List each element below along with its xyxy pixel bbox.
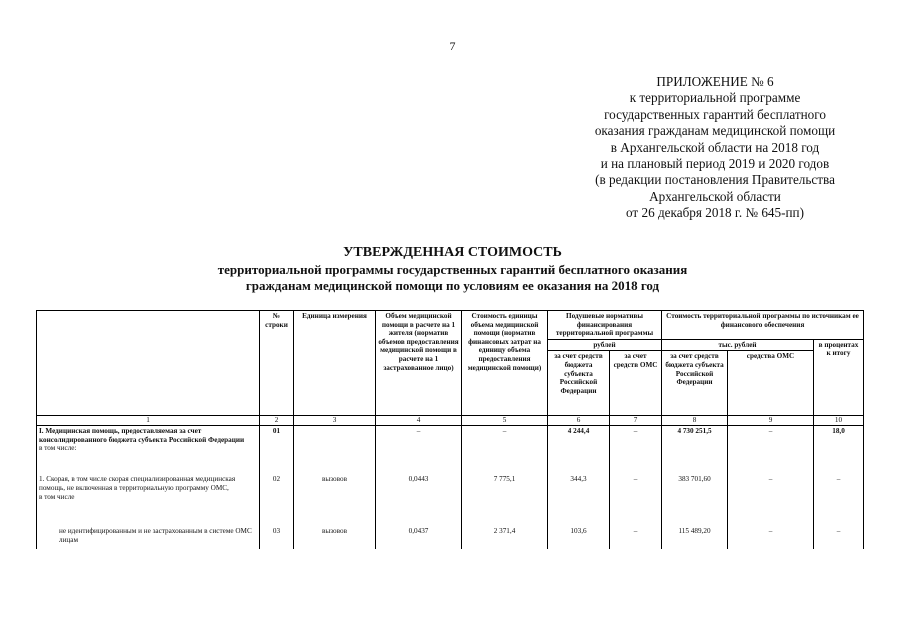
table-row bbox=[37, 425, 864, 467]
row-number: 01 bbox=[260, 425, 294, 467]
row-number: 03 bbox=[260, 519, 294, 549]
row-percent: 18,0 bbox=[814, 425, 864, 467]
appendix-line: государственных гарантий бесплатного bbox=[604, 106, 826, 122]
row-sub: в том числе: bbox=[39, 444, 77, 453]
row-name-cell bbox=[37, 425, 260, 467]
row-unit: вызовов bbox=[294, 467, 376, 519]
header-per-capita-oms: за счет средств ОМС bbox=[610, 351, 662, 416]
header-per-capita-unit: рублей bbox=[548, 339, 662, 351]
row-per-capita-oms: – bbox=[610, 519, 662, 549]
row-total-oms: – bbox=[728, 425, 814, 467]
row-sub: в том числе bbox=[39, 492, 75, 501]
column-number: 9 bbox=[728, 416, 814, 426]
appendix-line: оказания гражданам медицинской помощи bbox=[594, 123, 836, 139]
row-name: I. Медицинская помощь, предоставляемая за счет консолидированного бюджета субъекта Российской Федерации bbox=[39, 426, 245, 444]
page-number: 7 bbox=[449, 39, 456, 53]
row-cost: – bbox=[462, 425, 548, 467]
row-per-capita-budget: 344,3 bbox=[548, 467, 610, 519]
appendix-line: в Архангельской области на 2018 год bbox=[610, 139, 820, 155]
row-per-capita-budget: 4 244,4 bbox=[548, 425, 610, 467]
header-total-oms: средства ОМС bbox=[728, 351, 814, 416]
header-total-unit: тыс. рублей bbox=[662, 339, 814, 351]
row-name-cell bbox=[37, 467, 260, 519]
header-percent: в процентах к итогу bbox=[814, 339, 864, 416]
row-unit: вызовов bbox=[294, 519, 376, 549]
header-per-capita: Подушевые нормативы финансирования территориальной программы bbox=[548, 311, 662, 340]
header-unit: Единица измерения bbox=[294, 311, 376, 416]
row-per-capita-oms: – bbox=[610, 467, 662, 519]
appendix-line: Архангельской области bbox=[649, 188, 781, 204]
title-line-1: УТВЕРЖДЕННАЯ СТОИМОСТЬ bbox=[343, 245, 562, 260]
appendix-line: ПРИЛОЖЕНИЕ № 6 bbox=[656, 74, 774, 89]
row-name: 1. Скорая, в том числе скорая специализированная медицинская помощь, не включенная в территориальную программу ОМС, bbox=[39, 475, 236, 493]
row-number: 02 bbox=[260, 467, 294, 519]
appendix-line: и на плановый период 2019 и 2020 годов bbox=[600, 156, 830, 172]
row-volume: 0,0437 bbox=[376, 519, 462, 549]
row-unit bbox=[294, 425, 376, 467]
appendix-line: от 26 декабря 2018 г. № 645-пп) bbox=[626, 205, 804, 221]
appendix-line: к территориальной программе bbox=[629, 90, 801, 106]
row-name: не идентифицированным и не застрахованным в системе ОМС лицам bbox=[59, 527, 252, 545]
column-number: 4 bbox=[376, 416, 462, 426]
row-percent: – bbox=[814, 467, 864, 519]
row-total-budget: 4 730 251,5 bbox=[662, 425, 728, 467]
column-number: 1 bbox=[37, 416, 260, 426]
header-name bbox=[37, 311, 260, 416]
header-row-no: № строки bbox=[260, 311, 294, 416]
row-percent: – bbox=[814, 519, 864, 549]
table-row bbox=[37, 519, 864, 549]
row-total-oms: – bbox=[728, 467, 814, 519]
header-cost: Стоимость единицы объема медицинской помощи (норматив финансовых затрат на единицу объема предоставления медицинской помощи) bbox=[462, 311, 548, 416]
column-number: 3 bbox=[294, 416, 376, 426]
row-volume: 0,0443 bbox=[376, 467, 462, 519]
row-total-oms: – bbox=[728, 519, 814, 549]
column-number: 2 bbox=[260, 416, 294, 426]
column-number: 5 bbox=[462, 416, 548, 426]
table-row bbox=[37, 467, 864, 519]
header-volume: Объем медицинской помощи в расчете на 1 жителя (норматив объемов предоставления медицинской помощи в расчете на 1 застрахованное лицо) bbox=[376, 311, 462, 416]
header-total: Стоимость территориальной программы по источникам ее финансового обеспечения bbox=[662, 311, 864, 340]
appendix-line: (в редакции постановления Правительства bbox=[595, 172, 835, 188]
column-number: 7 bbox=[610, 416, 662, 426]
column-number: 10 bbox=[814, 416, 864, 426]
row-cost: 7 775,1 bbox=[462, 467, 548, 519]
column-number: 6 bbox=[548, 416, 610, 426]
row-cost: 2 371,4 bbox=[462, 519, 548, 549]
column-number: 8 bbox=[662, 416, 728, 426]
header-per-capita-budget: за счет средств бюджета субъекта Российской Федерации bbox=[548, 351, 610, 416]
row-total-budget: 383 701,60 bbox=[662, 467, 728, 519]
title-line-3: гражданам медицинской помощи по условиям ее оказания на 2018 год bbox=[245, 278, 660, 293]
title-line-2: территориальной программы государственных гарантий бесплатного оказания bbox=[217, 262, 688, 277]
cost-table bbox=[36, 310, 864, 549]
document-title bbox=[0, 244, 905, 294]
header-total-budget: за счет средств бюджета субъекта Российской Федерации bbox=[662, 351, 728, 416]
appendix-header bbox=[560, 74, 870, 222]
row-per-capita-budget: 103,6 bbox=[548, 519, 610, 549]
row-total-budget: 115 489,20 bbox=[662, 519, 728, 549]
row-per-capita-oms: – bbox=[610, 425, 662, 467]
row-name-cell bbox=[37, 519, 260, 549]
row-volume: – bbox=[376, 425, 462, 467]
